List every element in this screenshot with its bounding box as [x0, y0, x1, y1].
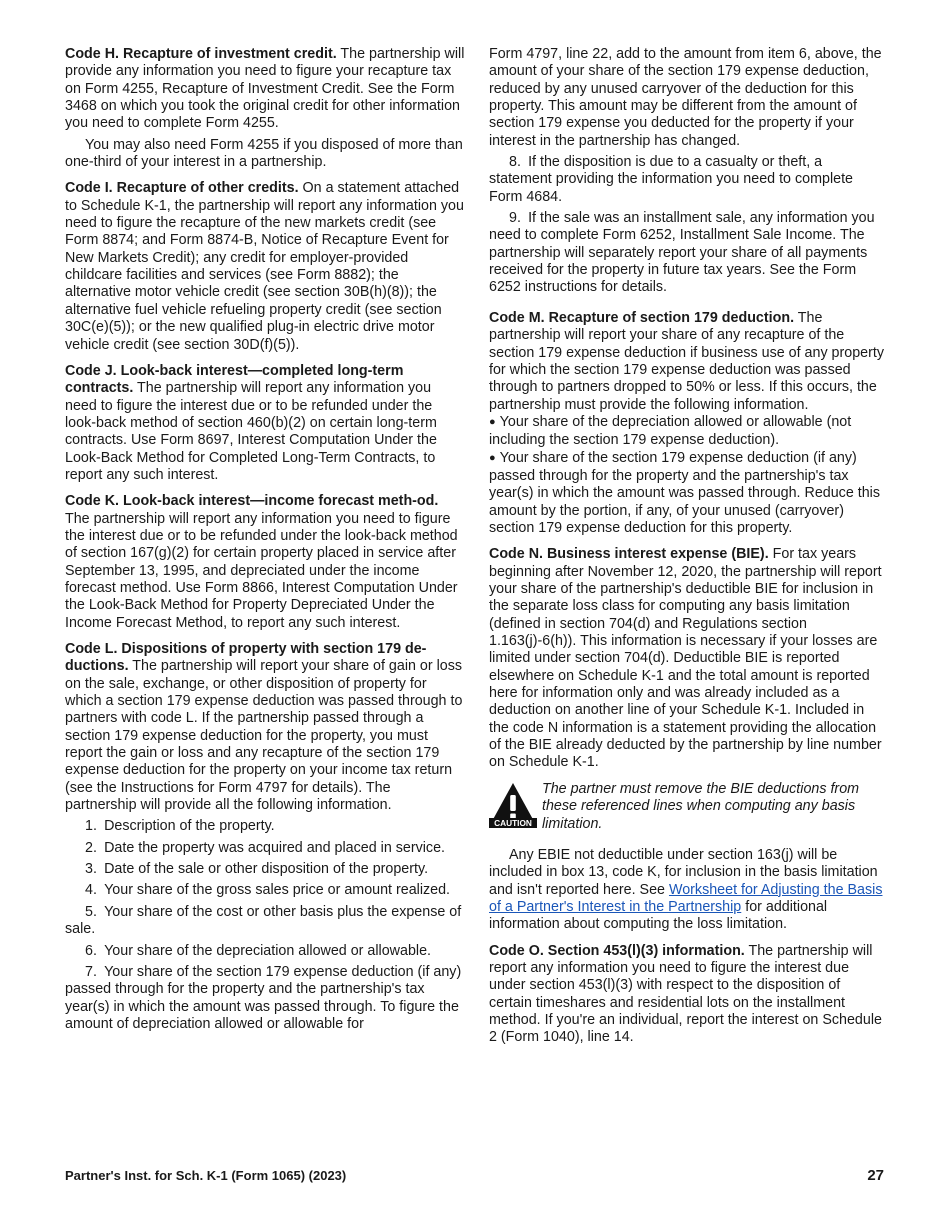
code-j-heading: Code J. Look-back interest—completed long-term contracts. — [65, 362, 404, 397]
code-i-body: On a statement attached to Schedule K-1, the partnership will report any information you need to figure the recapture of the new markets credit (see Form 8874; and Form 8874-B, Notice of Recapture Event for New Markets Credit); any credit for employer-provided childcare facilities and services (see Form 8882); the alternative motor vehicle credit (see section 30B(h)(8)); the alternative fuel vehicle refueling property credit (see section 30C(e)(5)); or the new qualified plug-in electric drive motor vehicle credit (see section 30D(f)(5)). — [65, 180, 464, 353]
code-j-body: The partnership will report any information you need to figure the interest due or to be refunded under the look-back method of section 460(b)(2) on certain long-term contracts. Use Form 8697, Interest Computation Under the Look-Back Method for Completed Long-Term Contracts, to report any such interest. — [65, 380, 437, 483]
code-o-paragraph — [489, 943, 887, 1047]
code-l-heading: Code L. Dispositions of property with section 179 de-ductions. — [65, 641, 427, 675]
code-m-heading: Code M. Recapture of section 179 deduction. — [489, 309, 795, 326]
code-k-body: The partnership will report any information you need to figure the interest due or to be refunded under the look-back method of section 167(g)(2) for certain property placed in service after September 13, 1995, and depreciated under the income forecast method. Use Form 8866, Interest Computation Under the Look-Back Method for Property Depreciated Under the Income Forecast Method, to report any such interest. — [65, 510, 458, 631]
code-l-item: 5. Your share of the cost or other basis plus the expense of sale. — [65, 903, 462, 938]
code-i-paragraph — [65, 180, 465, 353]
bullet-icon: ● — [489, 415, 496, 428]
code-n-paragraph — [489, 546, 887, 771]
bullet-icon: ● — [489, 451, 496, 464]
ebie-text: Any EBIE not deductible under section 163(j) will be included in box 13, code K, for inclusion in the basis limitation and isn't reported here. See — [489, 846, 878, 898]
code-l-item: 6. Your share of the depreciation allowed or allowable. — [85, 942, 431, 959]
ebie-text-end: for additional information about computing the loss limitation. — [489, 899, 828, 933]
code-m-bullet: ● Your share of the depreciation allowed or allowable (not including the section 179 expense deduction). — [489, 413, 852, 449]
code-k-heading: Code K. Look-back interest—income forecast meth-od. — [65, 493, 439, 510]
code-o-body: The partnership will report any information you need to figure the interest due under section 453(l)(3) with respect to the disposition of certain timeshares and residential lots on the installment method. If you're an individual, report the interest on Schedule 2 (Form 1040), line 14. — [489, 942, 882, 1046]
worksheet-basis-link[interactable]: Worksheet for Adjusting the Basis of a Partner's Interest in the Partnership — [489, 881, 883, 915]
left-column — [65, 46, 465, 1033]
code-l-continuation: Form 4797, line 22, add to the amount from item 6, above, the amount of your share of the section 179 expense deduction, reduced by any unused carryover of the deduction for this property. This amount may be different from the amount of section 179 expense you deducted for the property if your interest in the partnership has changed. — [489, 46, 882, 149]
code-l-item: 1. Description of the property. — [85, 818, 275, 835]
code-h-paragraph — [65, 46, 465, 133]
code-m-paragraph — [489, 310, 887, 414]
code-l-item-list — [65, 818, 465, 1033]
code-l-body: The partnership will report your share of gain or loss on the sale, exchange, or other disposition of property for which a section 179 expense deduction was passed through to partners with code L. If the partnership passed through a section 179 expense deduction for the property, you must report the gain or loss and any recapture of the section 179 expense deduction for the property on your income tax return (see the Instructions for Form 4797 for details). The partnership will provide all the following information. — [65, 658, 463, 814]
code-h-heading: Code H. Recapture of investment credit. — [65, 46, 337, 62]
page-number: 27 — [867, 1167, 884, 1184]
code-l-item: 8. If the disposition is due to a casualty or theft, a statement providing the information you need to complete Form 4684. — [489, 154, 853, 205]
code-l-item: 7. Your share of the section 179 expense deduction (if any) passed through for the property and the partnership's tax year(s) in which the amount was passed through. To figure the amount of depreciation allowed or allowable for — [65, 963, 462, 1032]
code-l-item: 3. Date of the sale or other disposition of the property. — [85, 861, 429, 878]
code-l-item: 2. Date the property was acquired and placed in service. — [85, 839, 446, 856]
caution-icon — [489, 782, 537, 828]
code-n-body: For tax years beginning after November 12, 2020, the partnership will report your share of the partnership's deductible BIE for inclusion in the separate loss class for computing any basis limitation (defined in section 704(d) and Regulations section 1.163(j)-6(h)). This information is necessary if your losses are limited under section 704(d). Deductible BIE is reported elsewhere on Schedule K-1 and the total amount is reported here for information only and was already included as a deduction on another line of your Schedule K-1. Included in the code N information is a statement providing the allocation of the BIE already deducted by the partnership by line number on Schedule K-1. — [489, 546, 882, 771]
code-j-paragraph — [65, 363, 465, 484]
code-o-heading: Code O. Section 453(l)(3) information. — [489, 942, 745, 959]
code-l-item: 9. If the sale was an installment sale, any information you need to complete Form 6252, Installment Sale Income. The partnership will separately report your share of all payments received for the property in future tax years. See the Form 6252 instructions for details. — [489, 210, 875, 296]
caution-box — [489, 781, 887, 833]
code-l-item: 4. Your share of the gross sales price or amount realized. — [85, 882, 451, 899]
code-m-body: The partnership will report your share of any recapture of the section 179 expense deduction if business use of any property for which the section 179 expense deduction was passed through to partners dropped to 50% or less. If this occurs, the partnership must provide the following information. — [489, 309, 885, 413]
footer-title: Partner's Inst. for Sch. K-1 (Form 1065) (2023) — [65, 1168, 347, 1183]
code-i-heading: Code I. Recapture of other credits. — [65, 180, 299, 197]
right-column — [489, 46, 887, 1056]
code-h-body: The partnership will provide any information you need to figure your recapture tax on Form 4255, Recapture of Investment Credit. See the Form 3468 on which you took the original credit for other information you need to complete Form 4255. — [65, 46, 465, 132]
code-k-paragraph — [65, 493, 465, 632]
caution-text: The partner must remove the BIE deductions from these referenced lines when computing any basis limitation. — [542, 780, 860, 832]
code-h-note: You may also need Form 4255 if you disposed of more than one-third of your interest in a partnership. — [65, 136, 463, 171]
ebie-paragraph — [489, 847, 887, 934]
code-m-bullet: ● Your share of the section 179 expense deduction (if any) passed through for the property and the partnership's tax year(s) in which the amount was passed through. Reduce this amount by the portion, if any, of your unused (carryover) section 179 expense deduction for this property. — [489, 449, 880, 536]
caution-label: CAUTION — [494, 817, 532, 828]
code-n-heading: Code N. Business interest expense (BIE). — [489, 546, 769, 563]
code-l-paragraph — [65, 641, 465, 814]
